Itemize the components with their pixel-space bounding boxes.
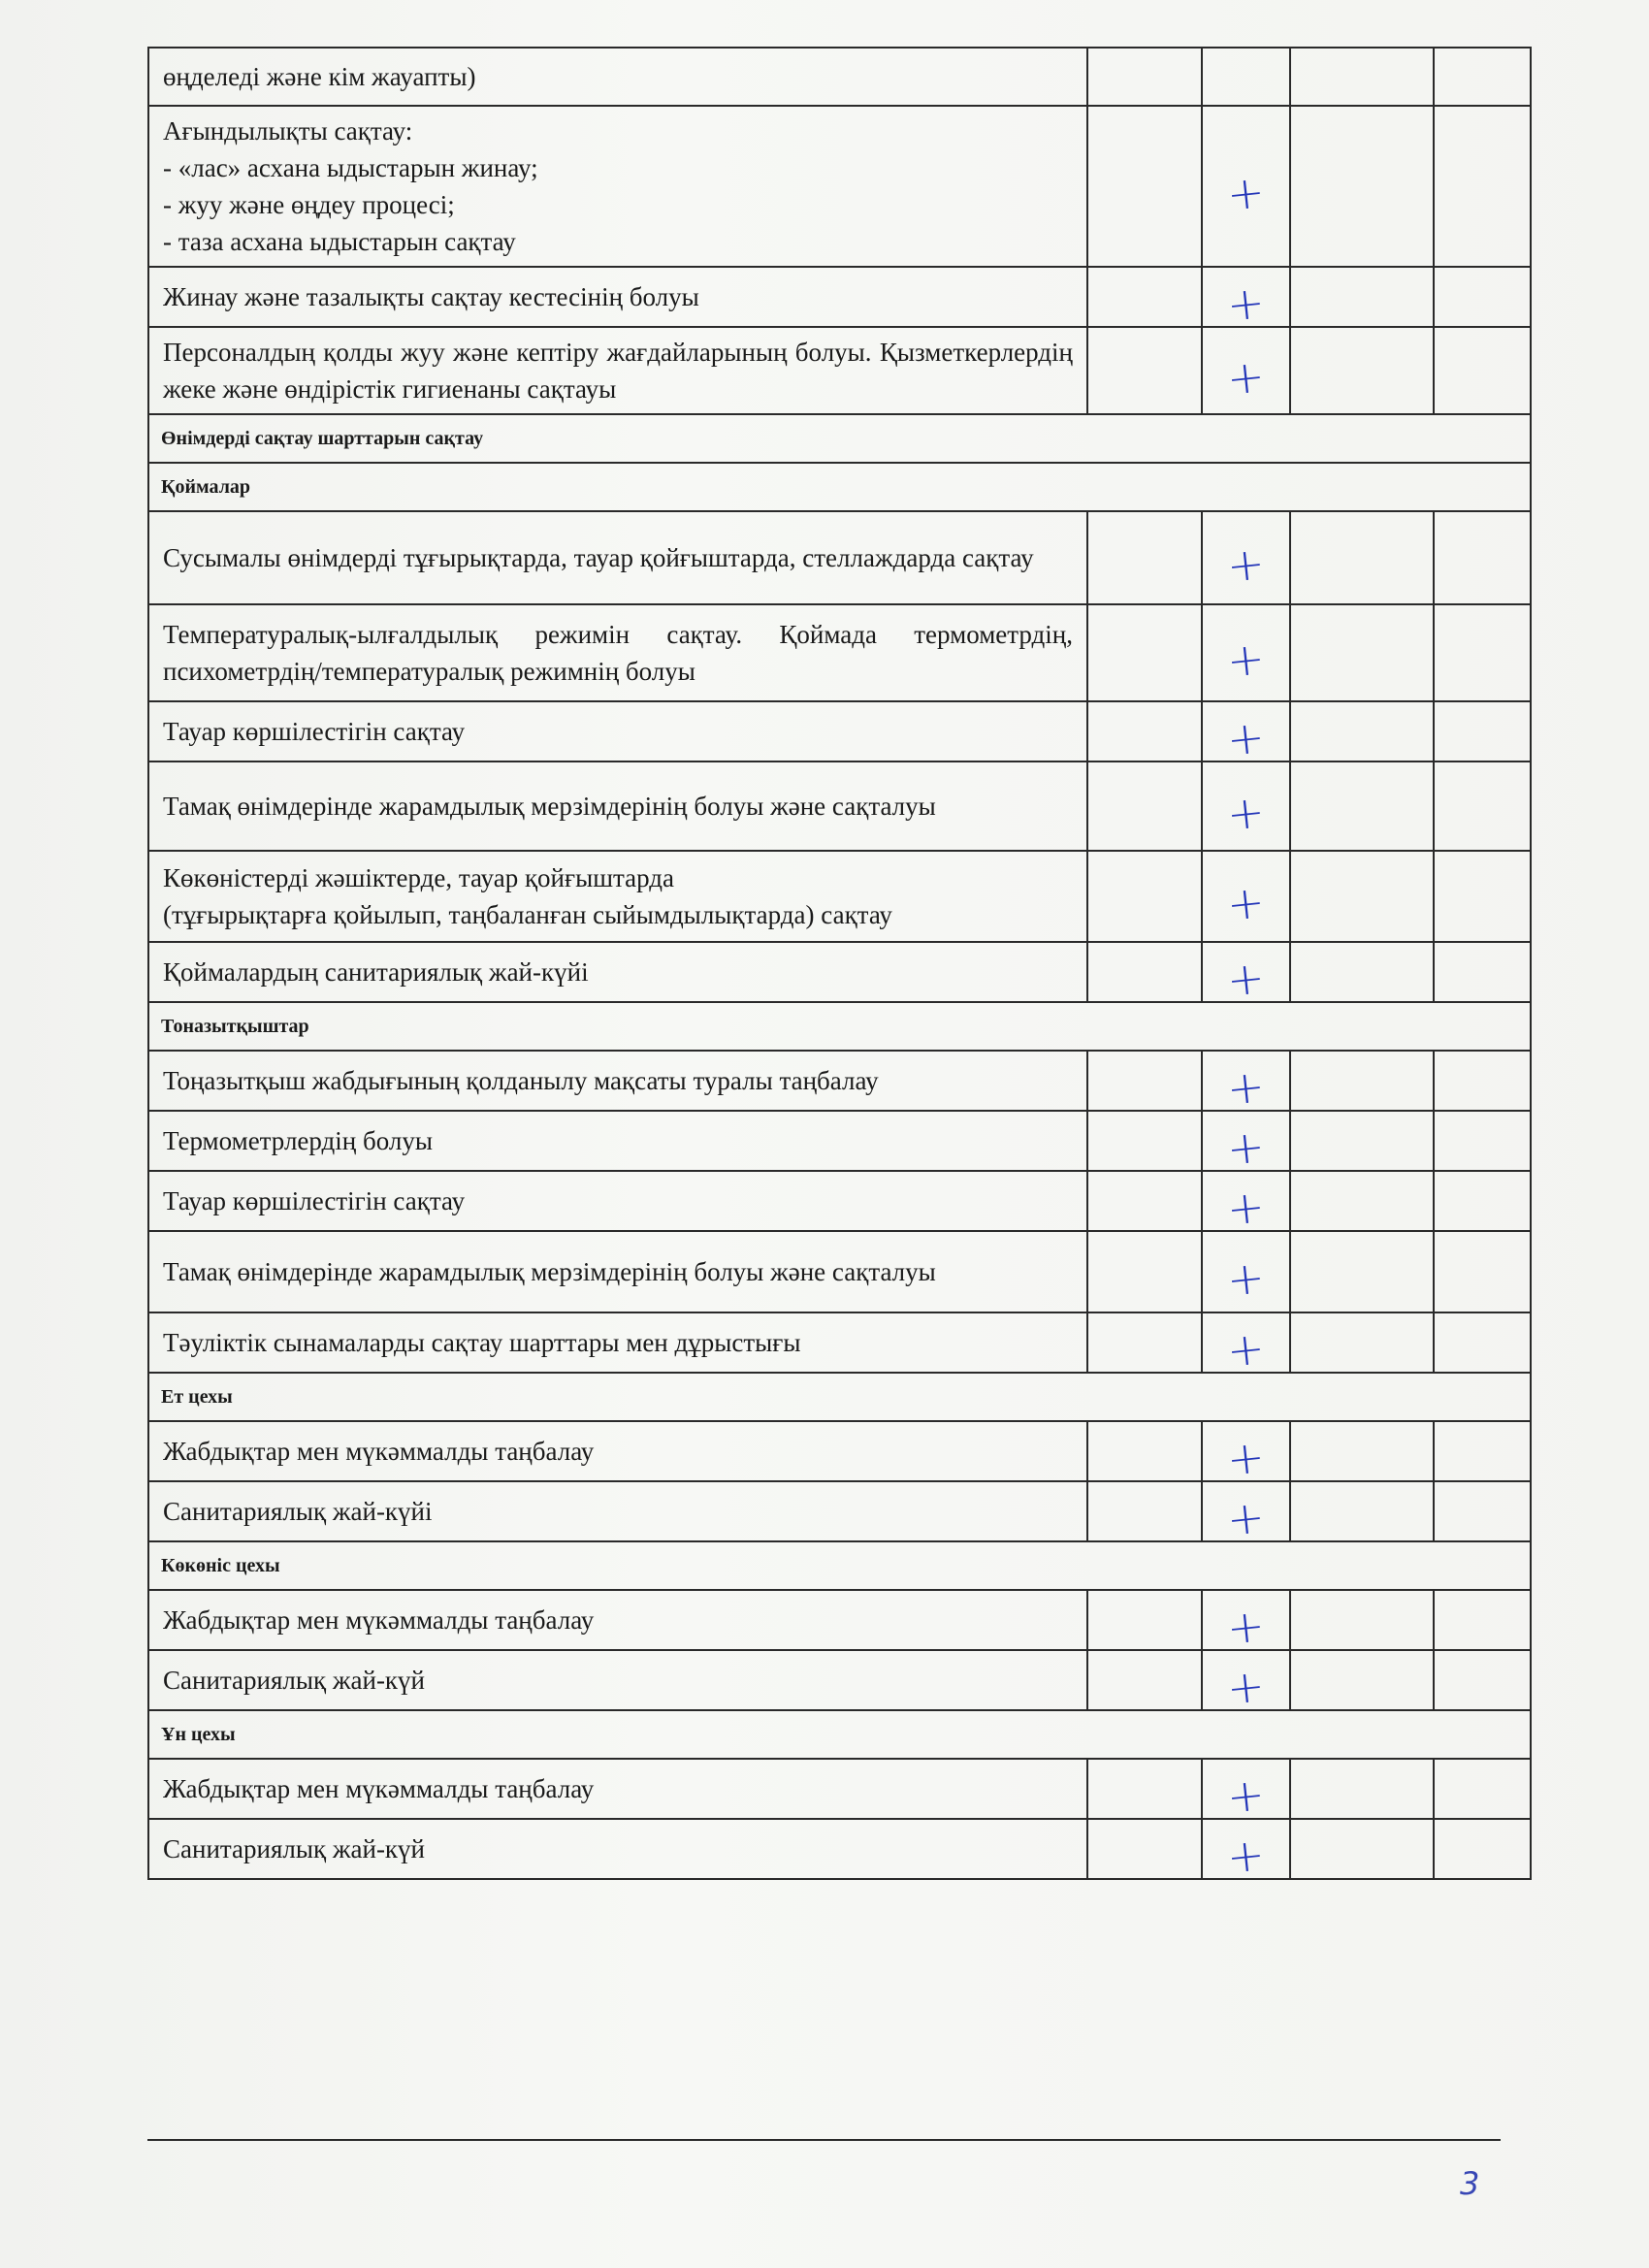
handwritten-plus-mark: + (1224, 632, 1268, 688)
compliance-yes-cell (1202, 701, 1290, 766)
checklist-row (148, 1051, 1531, 1111)
compliance-cell (1290, 1590, 1434, 1650)
section-heading: Қоймалар (148, 463, 1531, 511)
compliance-cell (1087, 1819, 1202, 1879)
compliance-cell (1434, 1421, 1531, 1481)
handwritten-plus-mark: + (1224, 165, 1268, 221)
compliance-cell (1290, 1421, 1434, 1481)
handwritten-plus-mark: + (1224, 1490, 1268, 1546)
compliance-yes-cell (1202, 1590, 1290, 1655)
compliance-cell (1290, 48, 1434, 106)
handwritten-plus-mark: + (1224, 1119, 1268, 1176)
compliance-cell (1087, 1481, 1202, 1541)
checklist-row (148, 327, 1531, 414)
requirement-text: Жабдықтар мен мүкәммалды таңбалау (148, 1421, 1087, 1481)
compliance-cell (1290, 701, 1434, 761)
checklist-row (148, 1819, 1531, 1879)
checklist-row (148, 267, 1531, 327)
compliance-yes-cell (1202, 327, 1290, 414)
compliance-yes-cell (1202, 942, 1290, 1007)
compliance-cell (1434, 1819, 1531, 1879)
compliance-yes-cell (1202, 1051, 1290, 1116)
handwritten-plus-mark: + (1224, 875, 1268, 931)
compliance-yes-cell (1202, 1759, 1290, 1824)
checklist-row (148, 1111, 1531, 1171)
handwritten-plus-mark: + (1224, 1180, 1268, 1236)
requirement-text: Тауар көршілестігін сақтау (148, 701, 1087, 761)
checklist-row (148, 942, 1531, 1002)
checklist-row (148, 1421, 1531, 1481)
checklist-row (148, 1650, 1531, 1710)
section-row (148, 1002, 1531, 1051)
handwritten-plus-mark: + (1224, 785, 1268, 841)
compliance-cell (1434, 1650, 1531, 1710)
checklist-row (148, 701, 1531, 761)
compliance-cell (1434, 1231, 1531, 1312)
section-heading: Ет цехы (148, 1373, 1531, 1421)
checklist-row (148, 1171, 1531, 1231)
compliance-cell (1087, 1650, 1202, 1710)
checklist-row (148, 1312, 1531, 1373)
section-row (148, 1373, 1531, 1421)
requirement-text: Тамақ өнімдерінде жарамдылық мерзімдерінің болуы және сақталуы (148, 761, 1087, 851)
compliance-cell (1290, 1819, 1434, 1879)
compliance-yes-cell (1202, 511, 1290, 604)
requirement-text: Санитариялық жай-күй (148, 1650, 1087, 1710)
compliance-cell (1290, 327, 1434, 414)
compliance-cell (1087, 48, 1202, 106)
compliance-cell (1290, 1051, 1434, 1111)
compliance-cell (1290, 851, 1434, 942)
section-heading: Тоназытқыштар (148, 1002, 1531, 1051)
requirement-text: Сусымалы өнімдерді тұғырықтарда, тауар қойғыштарда, стеллаждарда сақтау (148, 511, 1087, 604)
requirement-text: Тоңазытқыш жабдығының қолданылу мақсаты туралы таңбалау (148, 1051, 1087, 1111)
compliance-cell (1290, 1650, 1434, 1710)
compliance-cell (1087, 942, 1202, 1002)
compliance-cell (1087, 1759, 1202, 1819)
handwritten-plus-mark: + (1224, 710, 1268, 766)
compliance-cell (1087, 1421, 1202, 1481)
requirement-text: Санитариялық жай-күй (148, 1819, 1087, 1879)
compliance-cell (1087, 106, 1202, 267)
compliance-yes-cell (1202, 1421, 1290, 1486)
handwritten-plus-mark: + (1224, 1828, 1268, 1884)
compliance-cell (1087, 511, 1202, 604)
compliance-cell (1434, 267, 1531, 327)
compliance-yes-cell (1202, 1231, 1290, 1312)
compliance-cell (1434, 851, 1531, 942)
checklist-row (148, 1481, 1531, 1541)
requirement-text: Персоналдың қолды жуу және кептіру жағдайларының болуы. Қызметкерлердің жеке және өндірістік гигиенаны сақтауы (148, 327, 1087, 414)
compliance-yes-cell (1202, 1819, 1290, 1884)
compliance-yes-cell (1202, 851, 1290, 942)
compliance-yes-cell (1202, 604, 1290, 701)
section-heading: Көкөніс цехы (148, 1541, 1531, 1590)
compliance-yes-cell (1202, 1650, 1290, 1715)
compliance-cell (1087, 1312, 1202, 1373)
compliance-cell (1290, 1171, 1434, 1231)
compliance-yes-cell (1202, 1171, 1290, 1236)
compliance-yes-cell (1202, 48, 1290, 106)
requirement-text: Тәуліктік сынамаларды сақтау шарттары мен дұрыстығы (148, 1312, 1087, 1373)
section-heading: Өнімдерді сақтау шарттарын сақтау (148, 414, 1531, 463)
handwritten-plus-mark: + (1224, 1659, 1268, 1715)
compliance-cell (1087, 1590, 1202, 1650)
handwritten-plus-mark: + (1224, 275, 1268, 332)
compliance-yes-cell (1202, 1111, 1290, 1176)
compliance-cell (1087, 1231, 1202, 1312)
compliance-cell (1290, 106, 1434, 267)
checklist-row (148, 48, 1531, 106)
handwritten-plus-mark: + (1224, 1767, 1268, 1824)
compliance-cell (1434, 1481, 1531, 1541)
compliance-cell (1290, 1481, 1434, 1541)
section-row (148, 414, 1531, 463)
compliance-cell (1087, 761, 1202, 851)
section-row (148, 1541, 1531, 1590)
requirement-text: Термометрлердің болуы (148, 1111, 1087, 1171)
handwritten-plus-mark: + (1224, 951, 1268, 1007)
compliance-cell (1290, 942, 1434, 1002)
compliance-cell (1290, 604, 1434, 701)
compliance-cell (1087, 1171, 1202, 1231)
requirement-text: Санитариялық жай-күйі (148, 1481, 1087, 1541)
requirement-text: Тамақ өнімдерінде жарамдылық мерзімдерінің болуы және сақталуы (148, 1231, 1087, 1312)
compliance-cell (1434, 1051, 1531, 1111)
compliance-cell (1290, 1759, 1434, 1819)
compliance-cell (1087, 604, 1202, 701)
compliance-cell (1290, 761, 1434, 851)
compliance-cell (1434, 604, 1531, 701)
compliance-cell (1290, 1231, 1434, 1312)
checklist-row (148, 1590, 1531, 1650)
compliance-yes-cell (1202, 1481, 1290, 1546)
compliance-cell (1434, 701, 1531, 761)
requirement-text: Көкөністерді жәшіктерде, тауар қойғыштарда (тұғырықтарға қойылып, таңбаланған сыйымдылықтарда) сақтау (148, 851, 1087, 942)
compliance-cell (1087, 851, 1202, 942)
table-bottom-border (147, 2139, 1501, 2141)
handwritten-plus-mark: + (1224, 1059, 1268, 1116)
compliance-cell (1290, 1111, 1434, 1171)
compliance-yes-cell (1202, 106, 1290, 267)
compliance-cell (1290, 1312, 1434, 1373)
compliance-cell (1087, 701, 1202, 761)
checklist-row (148, 1759, 1531, 1819)
compliance-cell (1434, 1312, 1531, 1373)
checklist-row (148, 761, 1531, 851)
checklist-row (148, 851, 1531, 942)
requirement-text: өңделеді және кім жауапты) (148, 48, 1087, 106)
requirement-text: Тауар көршілестігін сақтау (148, 1171, 1087, 1231)
compliance-yes-cell (1202, 267, 1290, 332)
requirement-text: Жинау және тазалықты сақтау кестесінің болуы (148, 267, 1087, 327)
compliance-cell (1087, 267, 1202, 327)
handwritten-plus-mark: + (1224, 349, 1268, 405)
section-row (148, 1710, 1531, 1759)
compliance-yes-cell (1202, 761, 1290, 851)
compliance-cell (1087, 1051, 1202, 1111)
compliance-cell (1434, 1111, 1531, 1171)
compliance-cell (1434, 1171, 1531, 1231)
handwritten-plus-mark: + (1224, 1321, 1268, 1377)
compliance-cell (1434, 48, 1531, 106)
checklist-row (148, 1231, 1531, 1312)
checklist-row (148, 604, 1531, 701)
checklist-row (148, 511, 1531, 604)
requirement-text: Жабдықтар мен мүкәммалды таңбалау (148, 1590, 1087, 1650)
handwritten-plus-mark: + (1224, 1250, 1268, 1307)
compliance-cell (1290, 267, 1434, 327)
compliance-cell (1434, 106, 1531, 267)
compliance-yes-cell (1202, 1312, 1290, 1377)
compliance-cell (1087, 327, 1202, 414)
handwritten-plus-mark: + (1224, 1599, 1268, 1655)
requirement-text: Жабдықтар мен мүкәммалды таңбалау (148, 1759, 1087, 1819)
compliance-cell (1434, 1590, 1531, 1650)
compliance-cell (1434, 1759, 1531, 1819)
compliance-cell (1434, 761, 1531, 851)
section-heading: Ұн цехы (148, 1710, 1531, 1759)
compliance-cell (1434, 942, 1531, 1002)
compliance-cell (1087, 1111, 1202, 1171)
handwritten-plus-mark: + (1224, 536, 1268, 593)
compliance-cell (1290, 511, 1434, 604)
section-row (148, 463, 1531, 511)
compliance-cell (1434, 511, 1531, 604)
page-number: 3 (1460, 2165, 1480, 2202)
inspection-checklist-table (147, 47, 1532, 1884)
requirement-text: Қоймалардың санитариялық жай-күйі (148, 942, 1087, 1002)
compliance-cell (1434, 327, 1531, 414)
requirement-text: Ағындылықты сақтау: - «лас» асхана ыдыстарын жинау; - жуу және өңдеу процесі; - таза асхана ыдыстарын сақтау (148, 106, 1087, 267)
checklist-row (148, 106, 1531, 267)
handwritten-plus-mark: + (1224, 1430, 1268, 1486)
requirement-text: Температуралық-ылғалдылық режимін сақтау. Қоймада термометрдің, психометрдің/температуралық режимнің болуы (148, 604, 1087, 701)
